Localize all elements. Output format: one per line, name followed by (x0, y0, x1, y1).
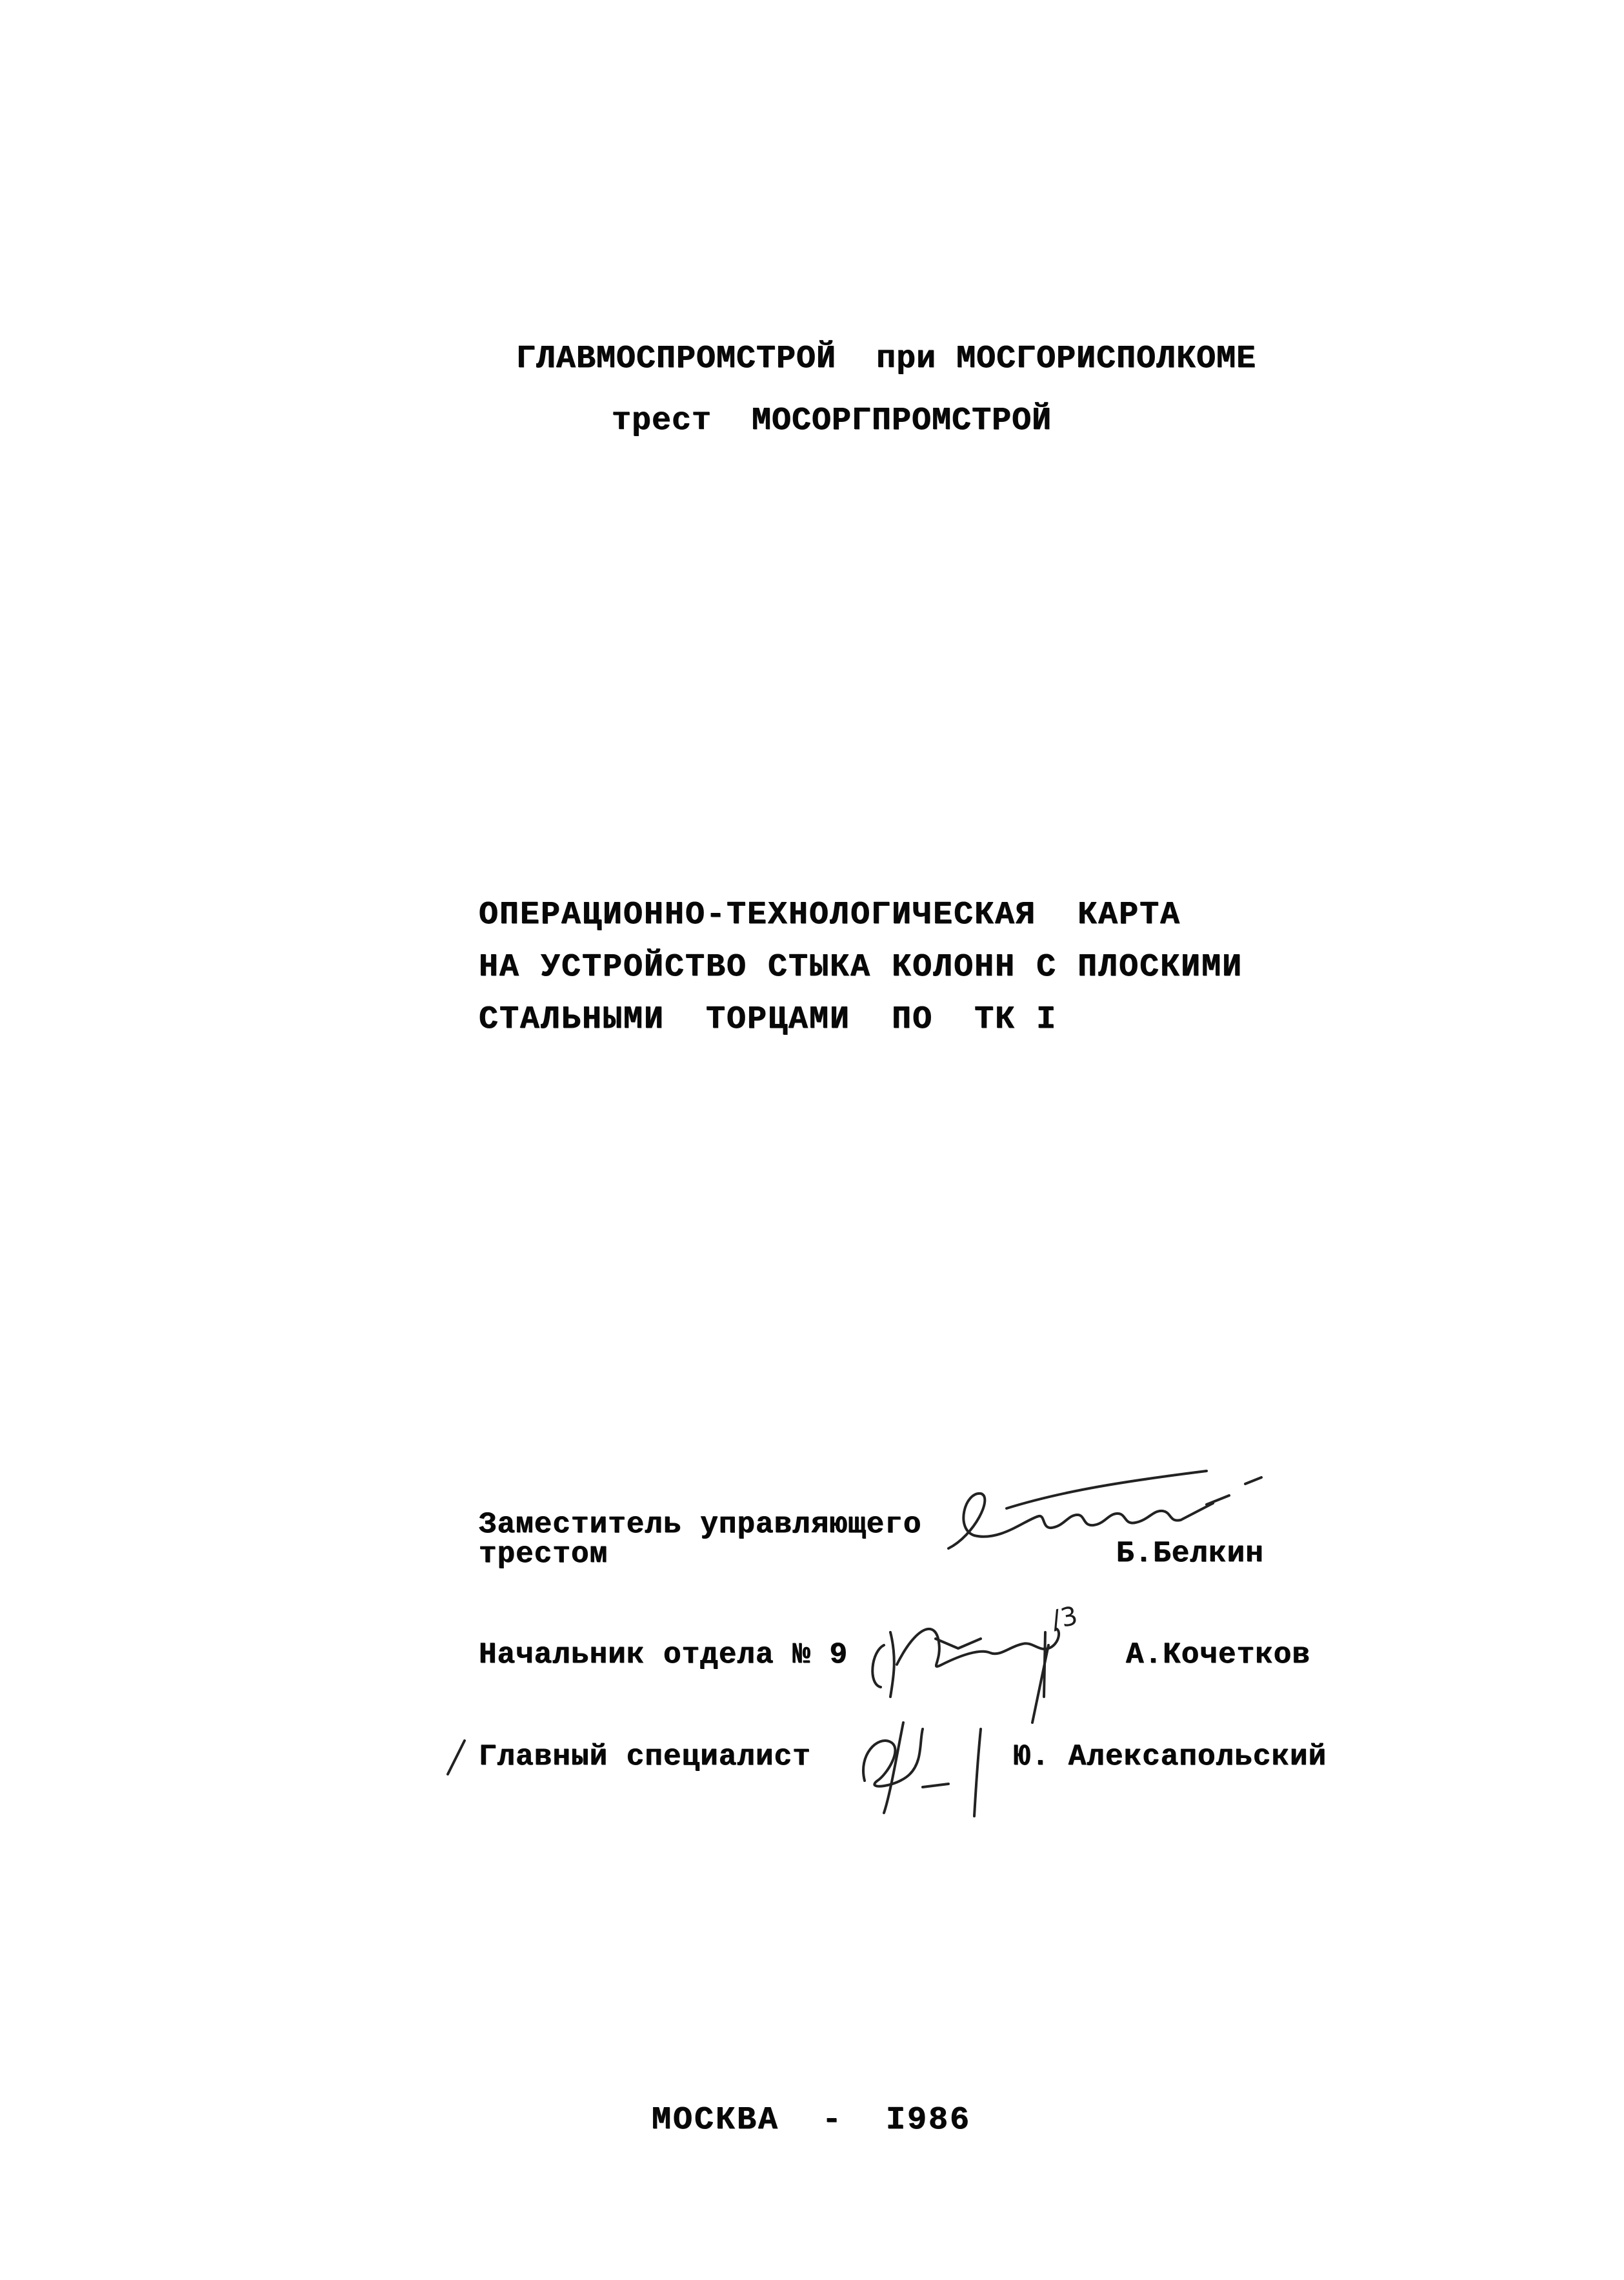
signature-3-image (826, 1703, 1019, 1819)
signatory-2-name: А.Кочетков (1126, 1638, 1311, 1672)
signatory-1-name: Б.Белкин (1116, 1537, 1264, 1570)
place-and-year: МОСКВА - I986 (652, 2102, 972, 2139)
document-title-line-2: НА УСТРОЙСТВО СТЫКА КОЛОНН С ПЛОСКИМИ (479, 949, 1243, 986)
signatory-2-position: Начальник отдела № 9 (479, 1638, 848, 1672)
document-title-line-1: ОПЕРАЦИОННО-ТЕХНОЛОГИЧЕСКАЯ КАРТА (479, 897, 1181, 934)
signatory-1-position-line-1: Заместитель управляющего (479, 1508, 922, 1541)
handwritten-date-fragment: /3 (1048, 1601, 1081, 1635)
signatory-3-position: Главный специалист (479, 1740, 811, 1774)
signatory-1-position-line-2: трестом (479, 1537, 608, 1571)
organization-header: ГЛАВМОСПРОМСТРОЙ при МОСГОРИСПОЛКОМЕ (516, 341, 1257, 377)
handwritten-slash-mark (439, 1735, 477, 1781)
document-title-line-3: СТАЛЬНЫМИ ТОРЦАМИ ПО ТК I (479, 1001, 1058, 1038)
signatory-3-name: Ю. Алексапольский (1013, 1740, 1327, 1774)
trust-name: трест МОСОРГПРОМСТРОЙ (612, 403, 1052, 439)
signature-1-image (936, 1458, 1271, 1568)
